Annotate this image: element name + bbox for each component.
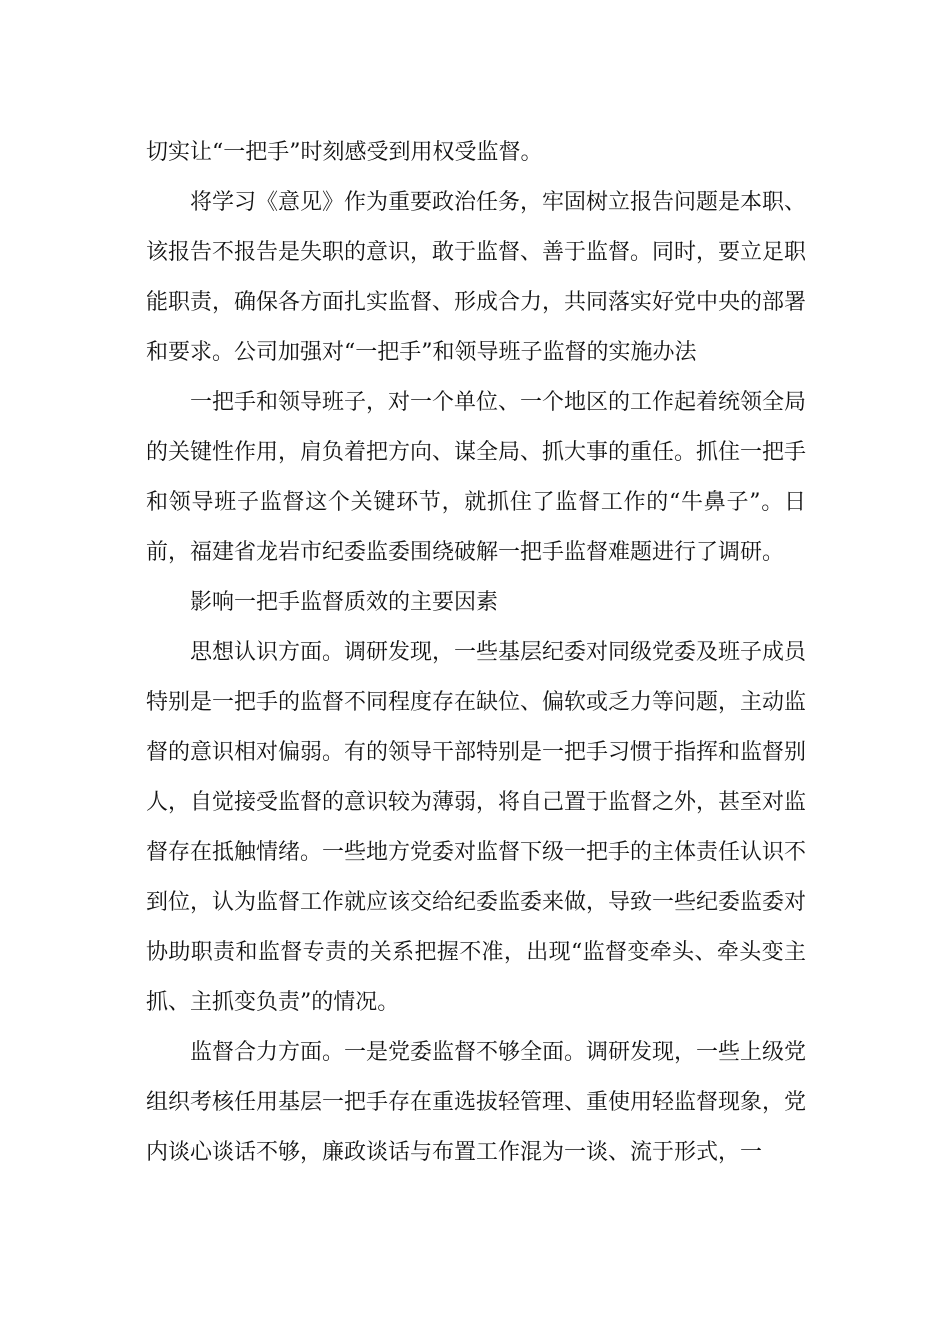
paragraph-3: 一把手和领导班子，对一个单位、一个地区的工作起着统领全局的关键性作用，肩负着把方向、谋全局、抓大事的重任。抓住一把手和领导班子监督这个关键环节，就抓住了监督工作的“牛鼻子”。日前，福建省龙岩市纪委监委围绕破解一把手监督难题进行了调研。 [146, 390, 807, 565]
paragraph-2: 将学习《意见》作为重要政治任务，牢固树立报告问题是本职、该报告不报告是失职的意识，敢于监督、善于监督。同时，要立足职能职责，确保各方面扎实监督、形成合力，共同落实好党中央的部署和要求。公司加强对“一把手”和领导班子监督的实施办法 [146, 190, 807, 365]
document-body [146, 128, 806, 1178]
paragraph-5: 思想认识方面。调研发现，一些基层纪委对同级党委及班子成员特别是一把手的监督不同程度存在缺位、偏软或乏力等问题，主动监督的意识相对偏弱。有的领导干部特别是一把手习惯于指挥和监督别人，自觉接受监督的意识较为薄弱，将自己置于监督之外，甚至对监督存在抵触情绪。一些地方党委对监督下级一把手的主体责任认识不到位，认为监督工作就应该交给纪委监委来做，导致一些纪委监委对协助职责和监督专责的关系把握不准，出现“监督变牵头、牵头变主抓、主抓变负责”的情况。 [146, 640, 807, 1015]
section-heading: 影响一把手监督质效的主要因素 [190, 590, 499, 615]
paragraph-1: 切实让“一把手”时刻感受到用权受监督。 [146, 140, 543, 165]
paragraph-6: 监督合力方面。一是党委监督不够全面。调研发现，一些上级党组织考核任用基层一把手存在重选拔轻管理、重使用轻监督现象，党内谈心谈话不够，廉政谈话与布置工作混为一谈、流于形式，一 [146, 1040, 807, 1165]
